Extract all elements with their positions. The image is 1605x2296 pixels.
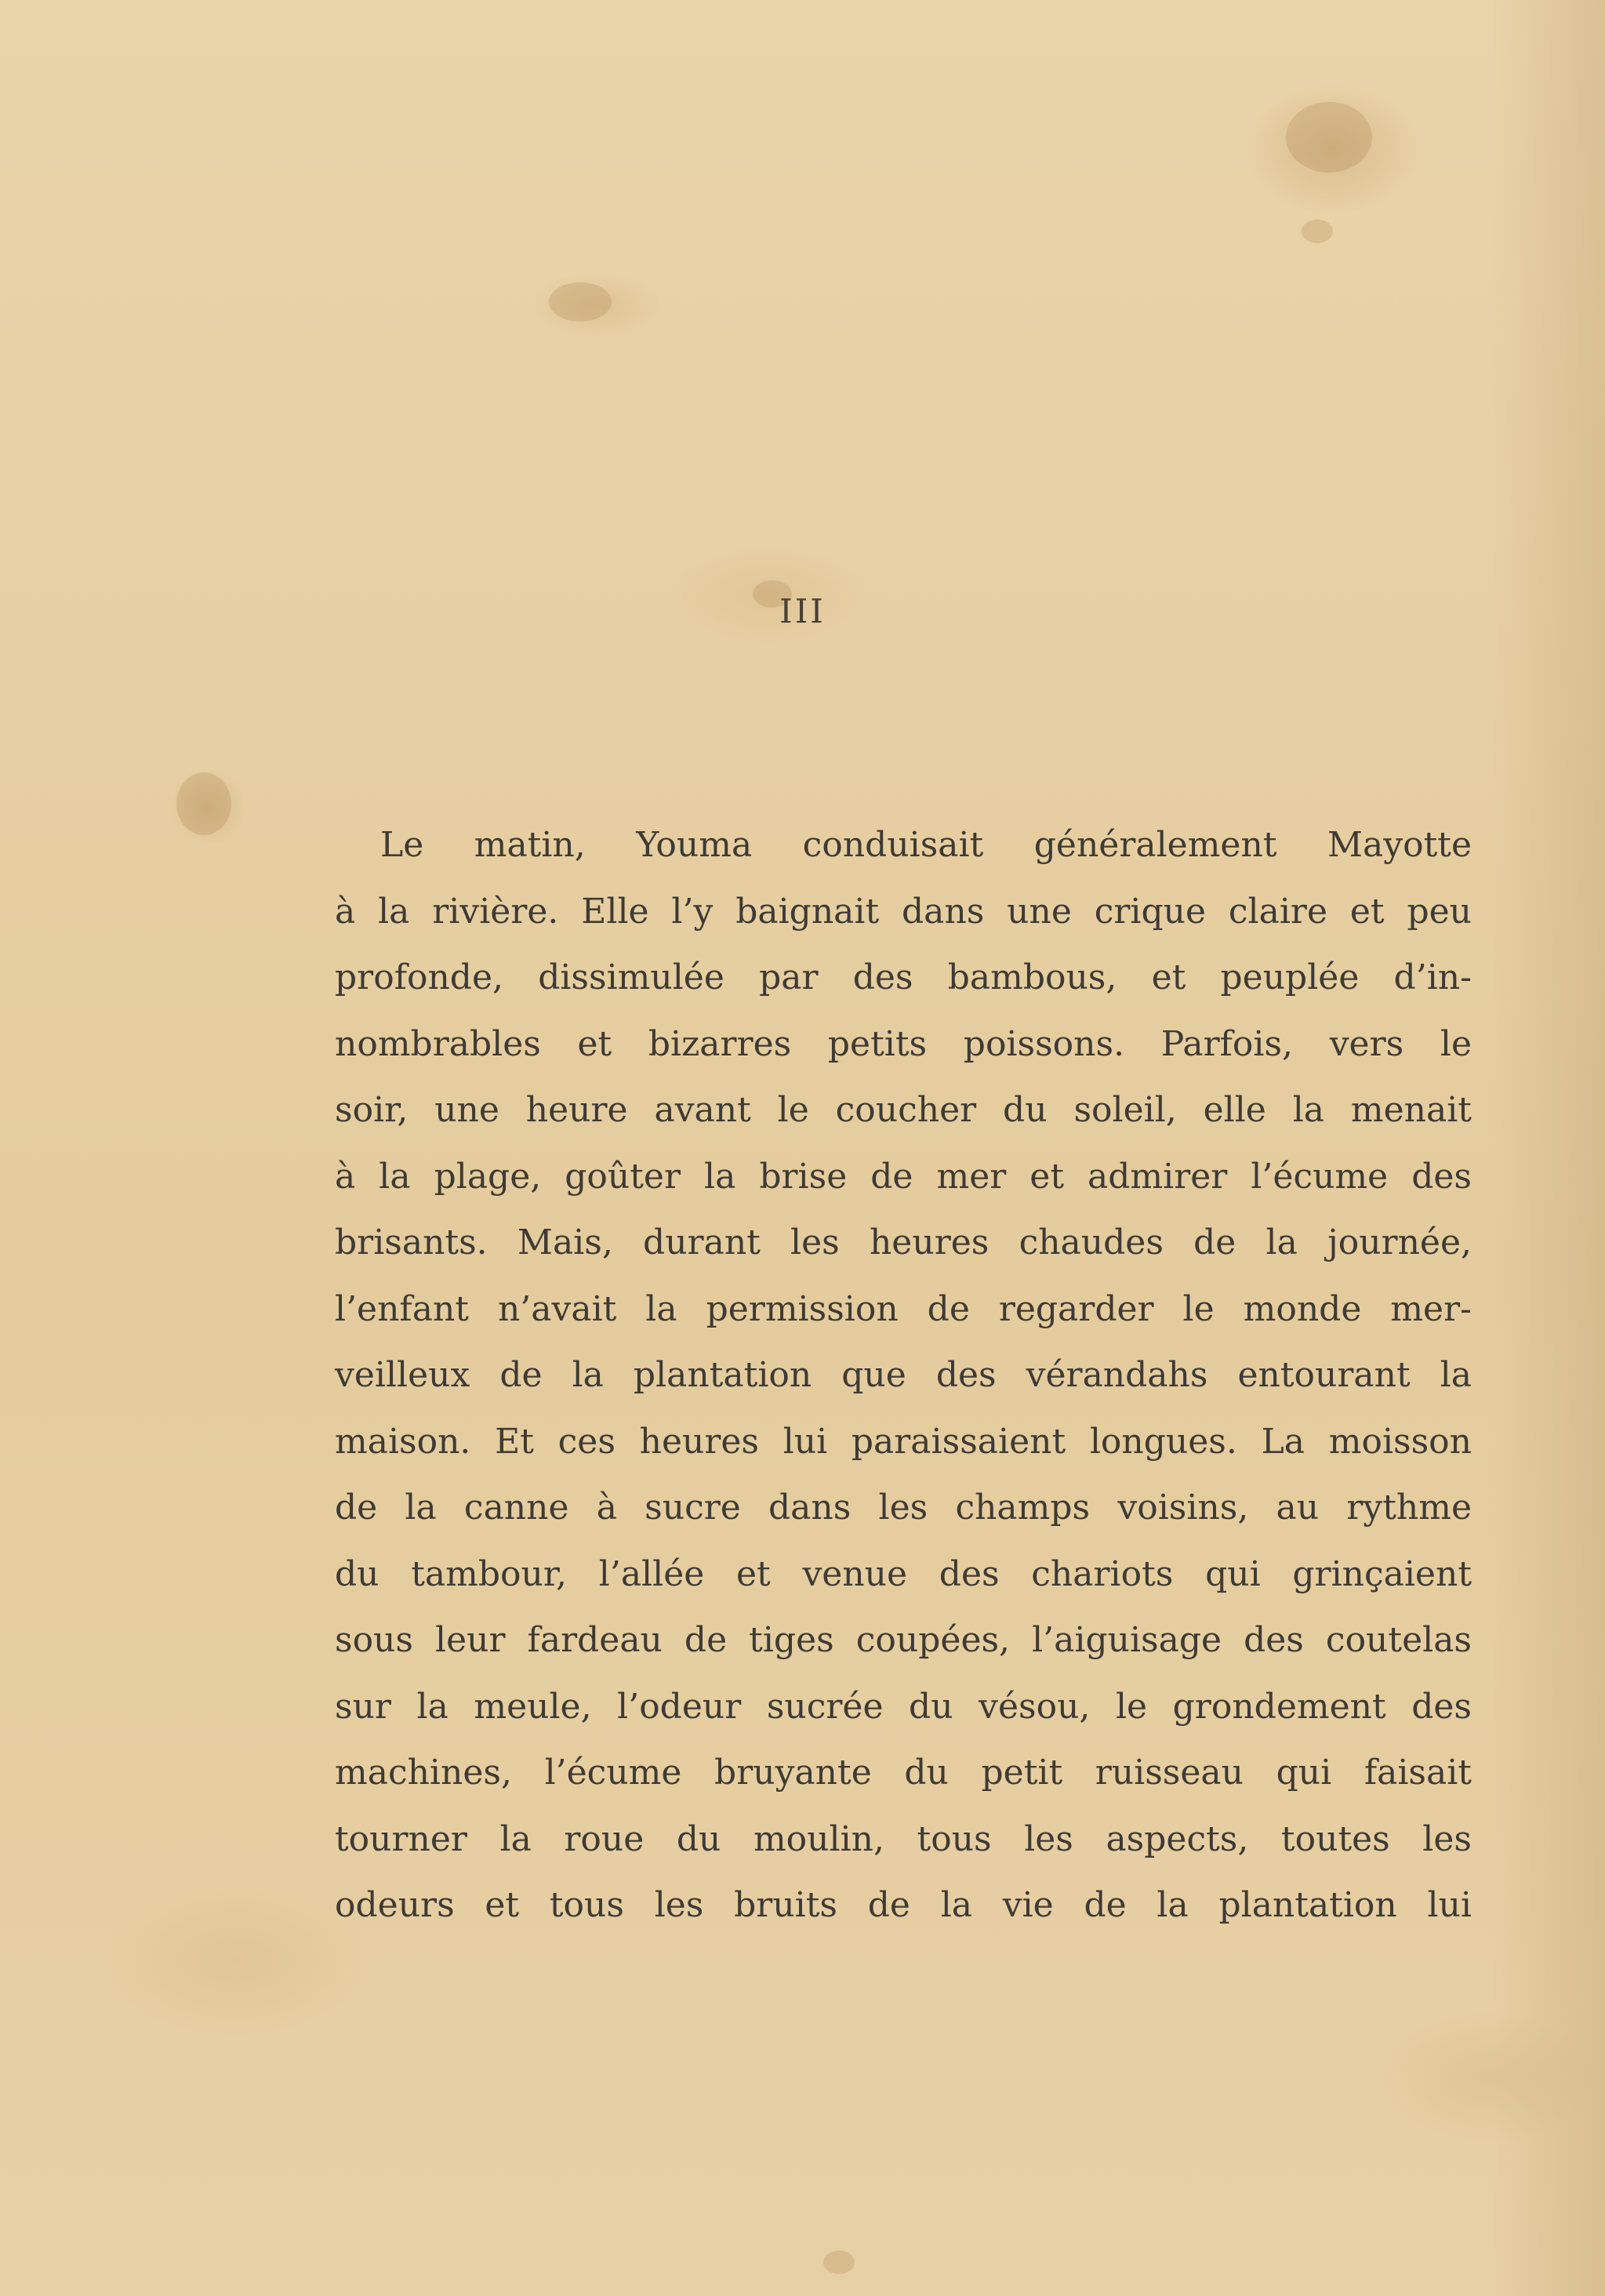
text-line: machines, l’écume bruyante du petit ruisseau qui faisait [335, 1753, 1472, 1793]
chapter-number: III [779, 592, 826, 630]
text-line: tourner la roue du moulin, tous les aspects, toutes les [335, 1818, 1472, 1859]
text-line: odeurs et tous les bruits de la vie de la plantation lui [335, 1885, 1472, 1925]
text-line: brisants. Mais, durant les heures chaudes de la journée, [335, 1222, 1472, 1262]
text-line: sous leur fardeau de tiges coupées, l’aiguisage des coutelas [335, 1620, 1472, 1660]
foxing-stain [549, 282, 612, 322]
text-line: profonde, dissimulée par des bambous, et peuplée d’in- [335, 957, 1472, 997]
text-line: sur la meule, l’odeur sucrée du vésou, le grondement des [335, 1686, 1472, 1727]
text-line: maison. Et ces heures lui paraissaient longues. La moisson [335, 1421, 1472, 1462]
body-paragraph [335, 812, 1472, 1939]
text-line: de la canne à sucre dans les champs voisins, au rythme [335, 1488, 1472, 1528]
text-line: à la rivière. Elle l’y baignait dans une crique claire et peu [335, 891, 1472, 932]
text-line: veilleux de la plantation que des vérandahs entourant la [335, 1355, 1472, 1395]
foxing-stain [176, 772, 231, 835]
foxing-stain [1286, 102, 1372, 173]
foxing-stain [823, 2251, 855, 2274]
text-line: à la plage, goûter la brise de mer et admirer l’écume des [335, 1156, 1472, 1197]
text-line: Le matin, Youma conduisait généralement Mayotte [380, 825, 1472, 865]
foxing-stain [1302, 220, 1333, 243]
text-line: du tambour, l’allée et venue des chariots qui grinçaient [335, 1553, 1472, 1594]
text-line: l’enfant n’avait la permission de regarder le monde mer- [335, 1288, 1472, 1329]
text-line: nombrables et bizarres petits poissons. Parfois, vers le [335, 1023, 1472, 1064]
text-line: soir, une heure avant le coucher du soleil, elle la menait [335, 1090, 1472, 1130]
